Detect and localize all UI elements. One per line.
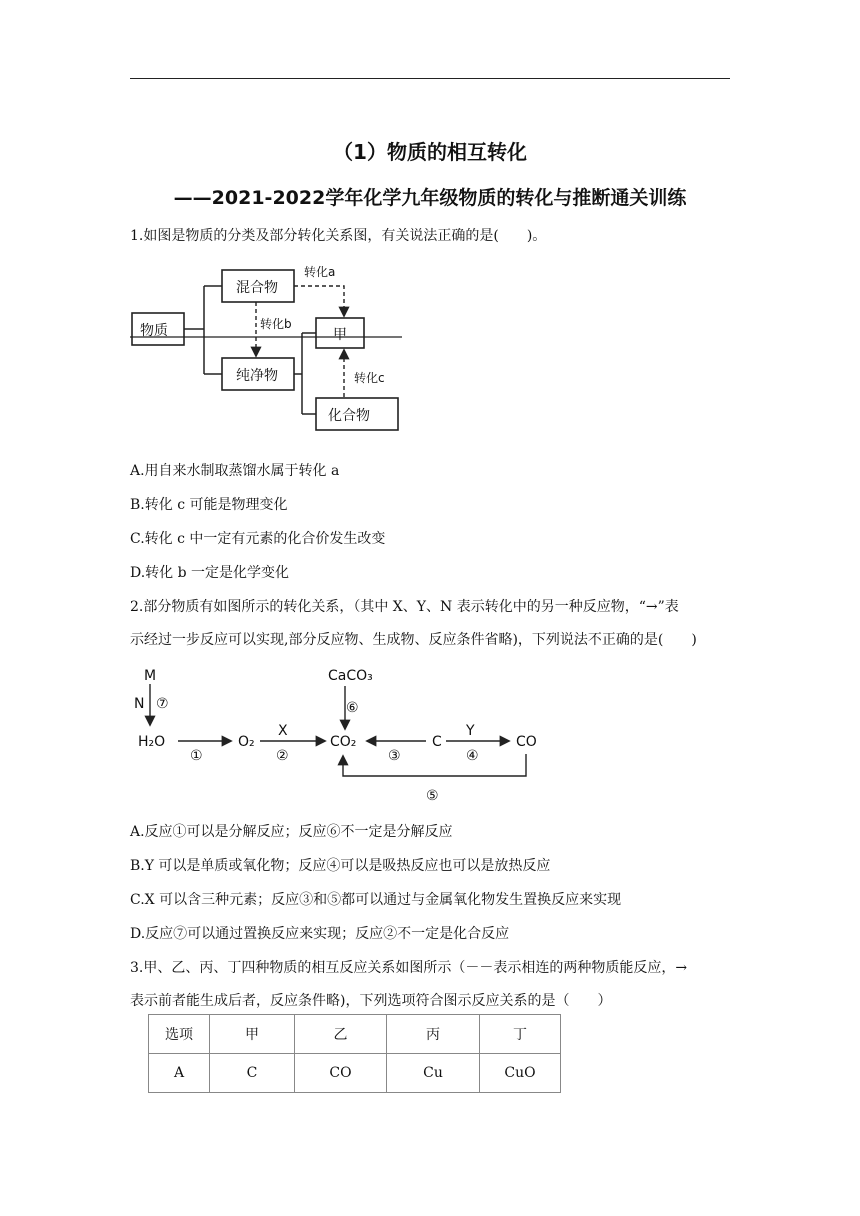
label-co2: CO₂ xyxy=(330,734,357,750)
label-n6: ⑥ xyxy=(346,700,359,716)
table-cell: A xyxy=(149,1054,210,1093)
label-h2o: H₂O xyxy=(138,734,166,750)
label-m: M xyxy=(144,668,157,684)
page-title: （1）物质的相互转化 xyxy=(333,140,527,164)
q2-option-a: A.反应①可以是分解反应；反应⑥不一定是分解反应 xyxy=(130,824,453,840)
page-subtitle: ——2021-2022学年化学九年级物质的转化与推断通关训练 xyxy=(173,187,687,209)
table-cell: Cu xyxy=(387,1054,480,1093)
q3-stem-line2: 表示前者能生成后者，反应条件略)，下列选项符合图示反应关系的是（ ） xyxy=(130,993,612,1009)
table-header-cell: 乙 xyxy=(295,1015,387,1054)
label-n4: ④ xyxy=(466,748,479,764)
label-c: C xyxy=(432,734,442,750)
q3-options-table xyxy=(148,1014,561,1093)
q1-option-b: B.转化 c 可能是物理变化 xyxy=(130,497,288,513)
q2-option-d: D.反应⑦可以通过置换反应来实现；反应②不一定是化合反应 xyxy=(130,926,510,942)
label-mixture: 混合物 xyxy=(236,280,278,296)
table-header-cell: 选项 xyxy=(149,1015,210,1054)
q3-stem-line1: 3.甲、乙、丙、丁四种物质的相互反应关系如图所示（－－表示相连的两种物质能反应，→ xyxy=(130,960,688,976)
label-o2: O₂ xyxy=(238,734,255,750)
label-conv-c: 转化c xyxy=(354,371,385,385)
label-y: Y xyxy=(466,723,475,739)
label-compound: 化合物 xyxy=(328,408,370,424)
table-header-cell: 丙 xyxy=(387,1015,480,1054)
label-conv-a: 转化a xyxy=(304,265,336,279)
label-n5: ⑤ xyxy=(426,788,439,804)
q2-option-b: B.Y 可以是单质或氧化物；反应④可以是吸热反应也可以是放热反应 xyxy=(130,858,551,874)
q1-stem: 1.如图是物质的分类及部分转化关系图，有关说法正确的是( )。 xyxy=(130,228,547,244)
q1-option-c: C.转化 c 中一定有元素的化合价发生改变 xyxy=(130,531,386,547)
label-n: N xyxy=(134,696,145,712)
q1-classification-diagram xyxy=(130,258,410,438)
table-row xyxy=(149,1054,561,1093)
q1-option-d: D.转化 b 一定是化学变化 xyxy=(130,565,290,581)
q1-option-a: A.用自来水制取蒸馏水属于转化 a xyxy=(130,463,340,479)
label-co: CO xyxy=(516,734,537,750)
label-n3: ③ xyxy=(388,748,401,764)
q2-conversion-diagram xyxy=(130,662,550,807)
q2-stem-line2: 示经过一步反应可以实现,部分反应物、生成物、反应条件省略)，下列说法不正确的是( ) xyxy=(130,632,697,648)
label-jia: 甲 xyxy=(333,327,347,343)
table-header-cell: 丁 xyxy=(480,1015,561,1054)
label-n7: ⑦ xyxy=(156,696,169,712)
label-caco3: CaCO₃ xyxy=(328,668,373,684)
label-n1: ① xyxy=(190,748,203,764)
table-cell: CuO xyxy=(480,1054,561,1093)
label-substance: 物质 xyxy=(140,323,168,339)
q2-option-c: C.X 可以含三种元素；反应③和⑤都可以通过与金属氧化物发生置换反应来实现 xyxy=(130,892,622,908)
label-pure: 纯净物 xyxy=(236,368,278,384)
label-x: X xyxy=(278,723,288,739)
header-rule xyxy=(130,78,730,79)
table-header-row xyxy=(149,1015,561,1054)
label-conv-b: 转化b xyxy=(260,317,292,331)
q2-stem-line1: 2.部分物质有如图所示的转化关系，（其中 X、Y、N 表示转化中的另一种反应物，“→”表 xyxy=(130,599,679,615)
label-n2: ② xyxy=(276,748,289,764)
table-cell: C xyxy=(210,1054,295,1093)
table-header-cell: 甲 xyxy=(210,1015,295,1054)
table-cell: CO xyxy=(295,1054,387,1093)
